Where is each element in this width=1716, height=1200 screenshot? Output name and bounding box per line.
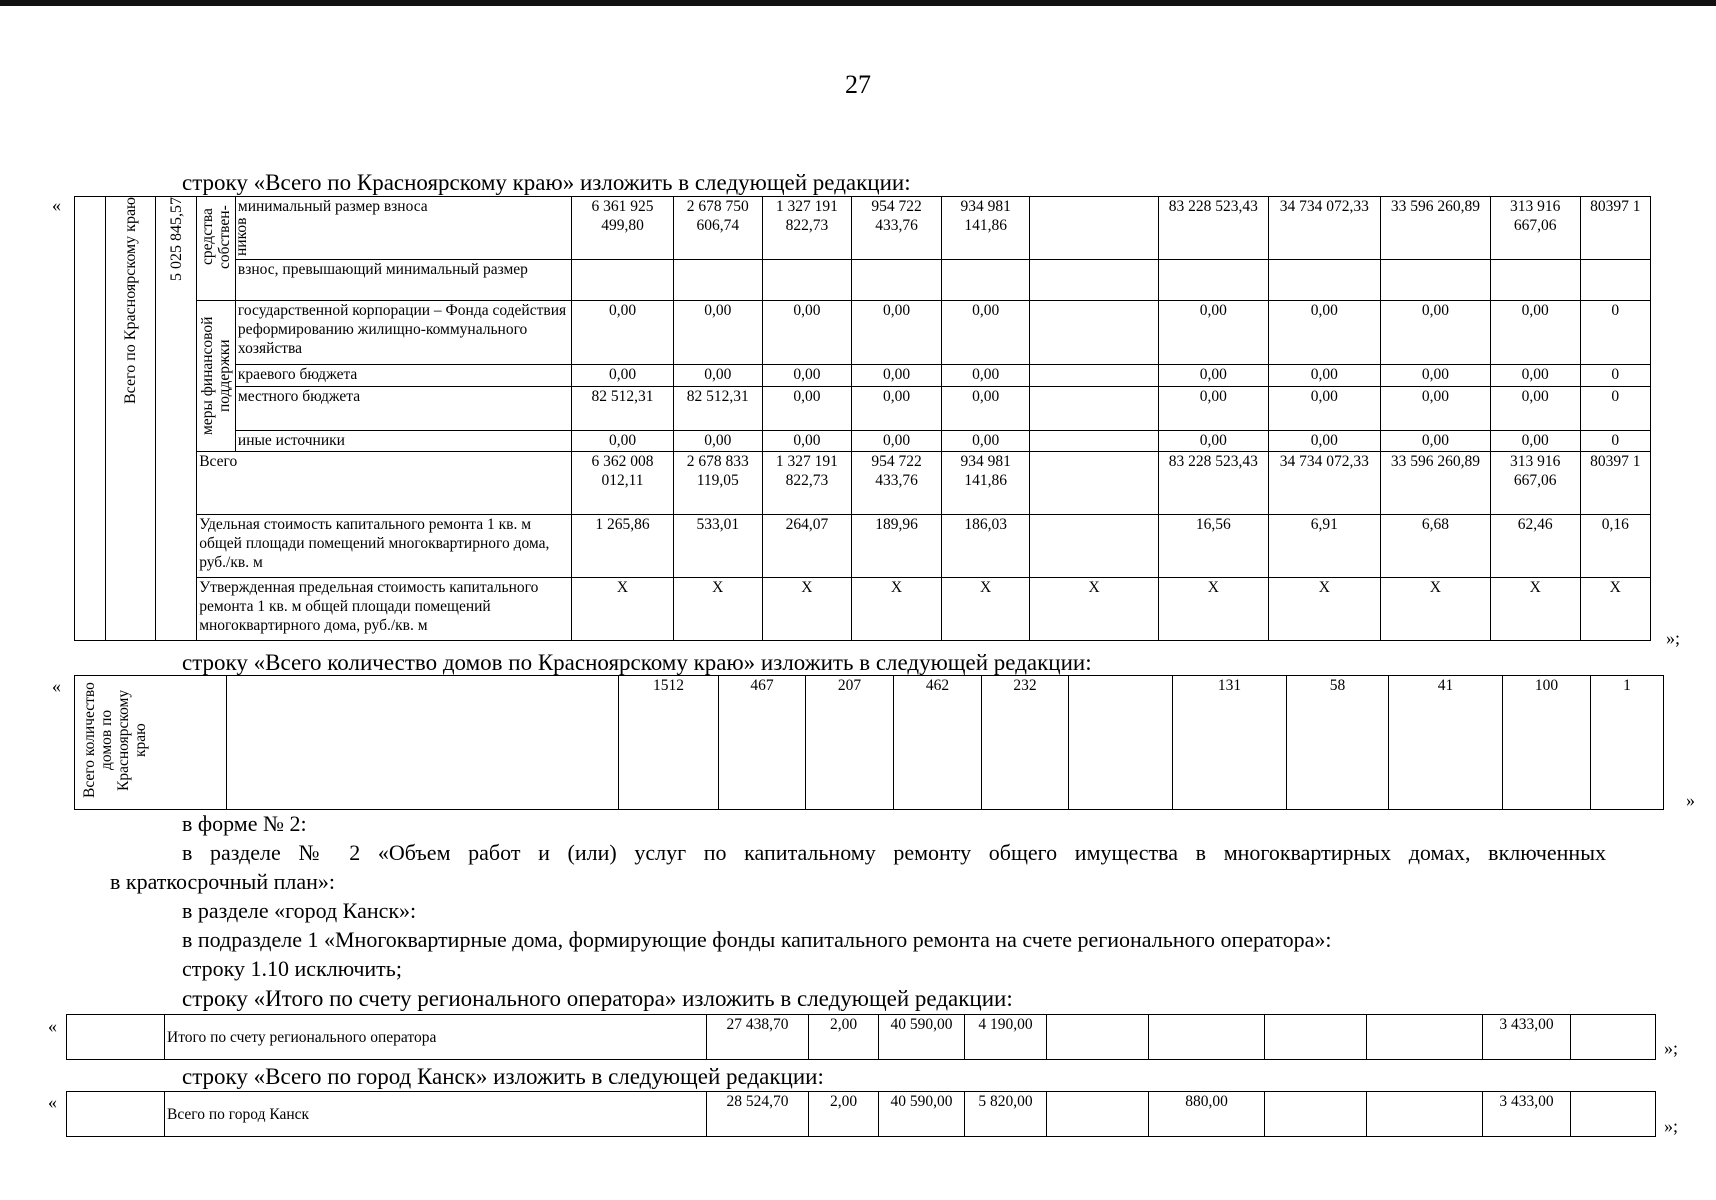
cell: 0,00 — [1158, 386, 1268, 430]
cell — [1580, 260, 1650, 301]
cell: 880,00 — [1149, 1092, 1265, 1137]
cell: 62,46 — [1490, 515, 1580, 578]
cell — [941, 260, 1030, 301]
cell: 2 678 750 606,74 — [673, 197, 762, 260]
cell: 0,00 — [762, 301, 852, 365]
area-cell — [156, 197, 197, 641]
cell: 0,00 — [1380, 301, 1490, 365]
cell: 0,00 — [673, 430, 762, 451]
cell: 0,00 — [673, 301, 762, 365]
cell: 0,00 — [941, 365, 1030, 386]
cell: 1 327 191 822,73 — [762, 452, 852, 515]
group-support: меры финансовой поддержки — [199, 316, 234, 436]
cell: 41 — [1389, 676, 1503, 810]
cell — [1030, 430, 1158, 451]
cell: 186,03 — [941, 515, 1030, 578]
kansk-total-label: Всего по город Канск — [165, 1092, 707, 1137]
cell: 80397 1 — [1580, 452, 1650, 515]
cell: 40 590,00 — [879, 1092, 965, 1137]
close-quote-4: »; — [1664, 1116, 1679, 1136]
cell: X — [673, 578, 762, 641]
cell: 0,00 — [1380, 365, 1490, 386]
cell: 0 — [1580, 430, 1650, 451]
cell: 0 — [1580, 365, 1650, 386]
cell: 0,00 — [762, 430, 852, 451]
cell: X — [762, 578, 852, 641]
cell — [852, 260, 942, 301]
cell: 0,00 — [762, 365, 852, 386]
cell — [1149, 1015, 1265, 1060]
cell — [1367, 1092, 1483, 1137]
cell: 232 — [982, 676, 1069, 810]
cell: 0 — [1580, 386, 1650, 430]
cell: 954 722 433,76 — [852, 197, 942, 260]
cell: 0,00 — [572, 365, 674, 386]
cell: 0,00 — [1380, 430, 1490, 451]
table-total-krasnoyarsk — [74, 196, 1651, 641]
group-owners: средства собствен-ников — [199, 205, 251, 269]
para-exclude: строку 1.10 исключить; — [182, 956, 402, 981]
para-subsection-1: в подразделе 1 «Многоквартирные дома, формирующие фонды капитального ремонта на счете регионального оператора»: — [182, 927, 1332, 952]
cell: 2 678 833 119,05 — [673, 452, 762, 515]
cell: 0,00 — [1490, 430, 1580, 451]
cell: 82 512,31 — [673, 386, 762, 430]
table-total-houses — [74, 675, 1664, 810]
cell: 83 228 523,43 — [1158, 452, 1268, 515]
cell: X — [1380, 578, 1490, 641]
cell: X — [572, 578, 674, 641]
cell — [673, 260, 762, 301]
cell — [572, 260, 674, 301]
cell: 5 820,00 — [965, 1092, 1047, 1137]
cell: 0,00 — [572, 430, 674, 451]
cell: 1512 — [619, 676, 719, 810]
cell: 264,07 — [762, 515, 852, 578]
cell: 6 361 925 499,80 — [572, 197, 674, 260]
group-owners-cell — [197, 197, 251, 301]
cell: 934 981 141,86 — [941, 197, 1030, 260]
cell: 3 433,00 — [1483, 1015, 1571, 1060]
cell: 207 — [806, 676, 894, 810]
open-quote-4: « — [48, 1092, 57, 1112]
row-label-text: Утвержденная предельная стоимость капитального ремонта 1 кв. м общей площади помещений многоквартирного дома, руб./кв. м — [197, 578, 572, 641]
cell — [1030, 260, 1158, 301]
cell: 0,00 — [572, 301, 674, 365]
cell: 0,00 — [852, 301, 942, 365]
cell: 82 512,31 — [572, 386, 674, 430]
cell: 934 981 141,86 — [941, 452, 1030, 515]
row-label-text: Удельная стоимость капитального ремонта 1 кв. м общей площади помещений многоквартирного дома, руб./кв. м — [197, 515, 572, 578]
cell — [1030, 515, 1158, 578]
intro-line-3: строку «Итого по счету регионального оператора» изложить в следующей редакции: — [182, 986, 1013, 1011]
cell: 27 438,70 — [707, 1015, 809, 1060]
cell: 0,00 — [1380, 386, 1490, 430]
cell: X — [1268, 578, 1380, 641]
cell: 467 — [719, 676, 806, 810]
cell: 0,00 — [1490, 386, 1580, 430]
cell: 313 916 667,06 — [1490, 197, 1580, 260]
cell: 33 596 260,89 — [1380, 197, 1490, 260]
cell: X — [852, 578, 942, 641]
table-operator-total — [66, 1014, 1656, 1060]
close-quote-3: »; — [1664, 1038, 1679, 1058]
open-quote-1: « — [52, 195, 61, 215]
row-label-text: иные источники — [235, 430, 571, 451]
cell: 6 362 008 012,11 — [572, 452, 674, 515]
cell: 83 228 523,43 — [1158, 197, 1268, 260]
cell: 2,00 — [809, 1092, 879, 1137]
row-label-text: минимальный размер взноса — [235, 197, 571, 260]
cell: 80397 1 — [1580, 197, 1650, 260]
cell — [1490, 260, 1580, 301]
page-number: 27 — [845, 70, 871, 99]
cell: 6,68 — [1380, 515, 1490, 578]
blank-cell — [227, 676, 619, 810]
cell — [1030, 452, 1158, 515]
row-label-cell — [105, 197, 156, 641]
cell: 0,00 — [1268, 386, 1380, 430]
cell: 0,00 — [1158, 301, 1268, 365]
cell: 3 433,00 — [1483, 1092, 1571, 1137]
cell: 58 — [1287, 676, 1389, 810]
cell: 0,00 — [1158, 365, 1268, 386]
cell: X — [1490, 578, 1580, 641]
close-quote-1: »; — [1666, 628, 1681, 648]
cell: 6,91 — [1268, 515, 1380, 578]
cell: 0,00 — [673, 365, 762, 386]
row-label-text: Всего — [197, 452, 572, 515]
cell: X — [1158, 578, 1268, 641]
cell — [1380, 260, 1490, 301]
cell: 0,00 — [852, 365, 942, 386]
cell: 954 722 433,76 — [852, 452, 942, 515]
cell: 0,00 — [1490, 301, 1580, 365]
cell: 0,00 — [941, 301, 1030, 365]
cell: 28 524,70 — [707, 1092, 809, 1137]
row-label: Всего по Красноярскому краю — [122, 197, 139, 404]
row-label-text: государственной корпорации – Фонда содействия реформированию жилищно-коммунального хозяйства — [235, 301, 571, 365]
cell: 0,00 — [852, 430, 942, 451]
cell: 100 — [1503, 676, 1591, 810]
cell: X — [1580, 578, 1650, 641]
intro-line-4: строку «Всего по город Канск» изложить в следующей редакции: — [182, 1064, 824, 1089]
open-quote-2: « — [52, 676, 61, 696]
area-value: 5 025 845,57 — [167, 197, 185, 281]
cell — [1030, 365, 1158, 386]
close-quote-2: » — [1686, 790, 1695, 810]
cell: 0,00 — [1268, 301, 1380, 365]
cell: 4 190,00 — [965, 1015, 1047, 1060]
cell: 0,00 — [941, 386, 1030, 430]
cell: X — [1030, 578, 1158, 641]
cell: 0,00 — [1158, 430, 1268, 451]
cell: 0 — [1580, 301, 1650, 365]
blank-cell — [67, 1092, 165, 1137]
cell: 2,00 — [809, 1015, 879, 1060]
row-label-text: местного бюджета — [235, 386, 571, 430]
cell — [1268, 260, 1380, 301]
cell: 34 734 072,33 — [1268, 197, 1380, 260]
para-section-2b: в краткосрочный план»: — [110, 869, 335, 894]
houses-label-cell — [75, 676, 227, 810]
row-label-text: взнос, превышающий минимальный размер — [235, 260, 571, 301]
cell: 34 734 072,33 — [1268, 452, 1380, 515]
cell — [1030, 197, 1158, 260]
cell: 33 596 260,89 — [1380, 452, 1490, 515]
cell — [1030, 301, 1158, 365]
cell — [1265, 1015, 1367, 1060]
group-support-cell — [197, 301, 236, 452]
cell — [1069, 676, 1173, 810]
cell: 0,00 — [941, 430, 1030, 451]
blank-cell — [67, 1015, 165, 1060]
cell: 0,00 — [852, 386, 942, 430]
cell: 16,56 — [1158, 515, 1268, 578]
cell: 1 265,86 — [572, 515, 674, 578]
cell: 462 — [894, 676, 982, 810]
cell: 533,01 — [673, 515, 762, 578]
para-kansk: в разделе «город Канск»: — [182, 898, 417, 923]
para-section-2a: в разделе № 2 «Объем работ и (или) услуг по капитальному ремонту общего имущества в многоквартирных домах, включенных — [182, 840, 1606, 865]
cell: 40 590,00 — [879, 1015, 965, 1060]
para-form-2: в форме № 2: — [182, 811, 307, 836]
intro-line-1: строку «Всего по Красноярскому краю» изложить в следующей редакции: — [182, 170, 911, 195]
cell: 1 327 191 822,73 — [762, 197, 852, 260]
cell: 0,00 — [1268, 430, 1380, 451]
cell — [1265, 1092, 1367, 1137]
cell — [1030, 386, 1158, 430]
cell — [1367, 1015, 1483, 1060]
cell: 0,00 — [762, 386, 852, 430]
cell: X — [941, 578, 1030, 641]
top-border — [0, 0, 1716, 6]
open-quote-3: « — [48, 1016, 57, 1036]
cell: 313 916 667,06 — [1490, 452, 1580, 515]
cell — [762, 260, 852, 301]
cell — [1047, 1015, 1149, 1060]
cell: 0,00 — [1490, 365, 1580, 386]
houses-label: Всего количество домов по Красноярскому краю — [80, 682, 149, 798]
intro-line-2: строку «Всего количество домов по Красноярскому краю» изложить в следующей редакции: — [182, 650, 1092, 675]
cell — [1571, 1092, 1656, 1137]
cell: 131 — [1173, 676, 1287, 810]
cell: 1 — [1591, 676, 1664, 810]
cell: 189,96 — [852, 515, 942, 578]
cell — [1158, 260, 1268, 301]
cell: 0,00 — [1268, 365, 1380, 386]
blank-col — [75, 197, 106, 641]
row-label-text: краевого бюджета — [235, 365, 571, 386]
cell — [1571, 1015, 1656, 1060]
cell — [1047, 1092, 1149, 1137]
operator-total-label: Итого по счету регионального оператора — [165, 1015, 707, 1060]
table-kansk-total — [66, 1091, 1656, 1137]
cell: 0,16 — [1580, 515, 1650, 578]
